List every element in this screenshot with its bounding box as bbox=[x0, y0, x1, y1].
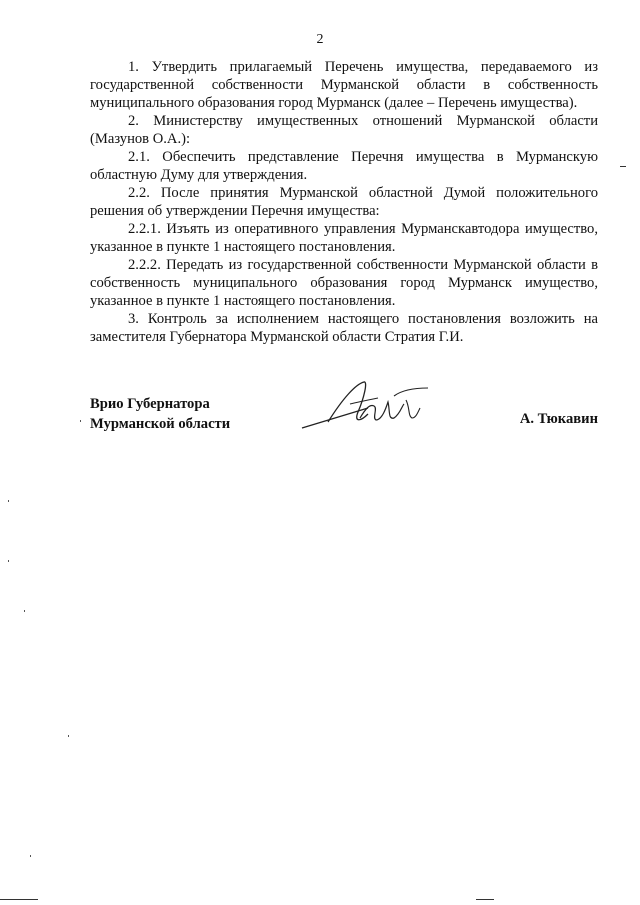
page-number: 2 bbox=[316, 32, 324, 47]
signatory-position-line-1: Врио Губернатора bbox=[90, 396, 210, 412]
scan-mark bbox=[620, 166, 626, 167]
document-body bbox=[90, 58, 598, 346]
scan-mark bbox=[30, 855, 31, 857]
scan-mark bbox=[80, 420, 81, 422]
paragraph-2-1: 2.1. Обеспечить представление Перечня имущества в Мурманскую областную Думу для утверждения. bbox=[90, 149, 598, 183]
signature-scribble-icon bbox=[298, 378, 438, 438]
signatory-position bbox=[90, 394, 230, 434]
paragraph-2: 2. Министерству имущественных отношений Мурманской области (Мазунов О.А.): bbox=[90, 113, 598, 147]
scan-mark bbox=[476, 899, 494, 900]
paragraph-2-2-2: 2.2.2. Передать из государственной собственности Мурманской области в собственность муниципального образования город Мурманск имущество, указанное в пункте 1 настоящего постановления. bbox=[90, 257, 598, 309]
paragraph-1: 1. Утвердить прилагаемый Перечень имущества, передаваемого из государственной собственности Мурманской области в собственность муниципального образования город Мурманск (далее – Перечень имущества). bbox=[90, 59, 598, 111]
signatory-name: А. Тюкавин bbox=[519, 411, 598, 427]
scan-mark bbox=[24, 610, 25, 612]
paragraph-2-2-1: 2.2.1. Изъять из оперативного управления Мурманскавтодора имущество, указанное в пункте 1 настоящего постановления. bbox=[90, 221, 598, 255]
scan-mark bbox=[8, 560, 9, 562]
paragraph-3: 3. Контроль за исполнением настоящего постановления возложить на заместителя Губернатора Мурманской области Стратия Г.И. bbox=[90, 311, 598, 345]
scan-mark bbox=[8, 500, 9, 502]
handwritten-signature bbox=[298, 378, 438, 443]
paragraph-2-2: 2.2. После принятия Мурманской областной Думой положительного решения об утверждении Перечня имущества: bbox=[90, 185, 598, 219]
scan-mark bbox=[68, 735, 69, 737]
scan-mark bbox=[0, 899, 38, 900]
signatory-position-line-2: Мурманской области bbox=[90, 416, 231, 432]
